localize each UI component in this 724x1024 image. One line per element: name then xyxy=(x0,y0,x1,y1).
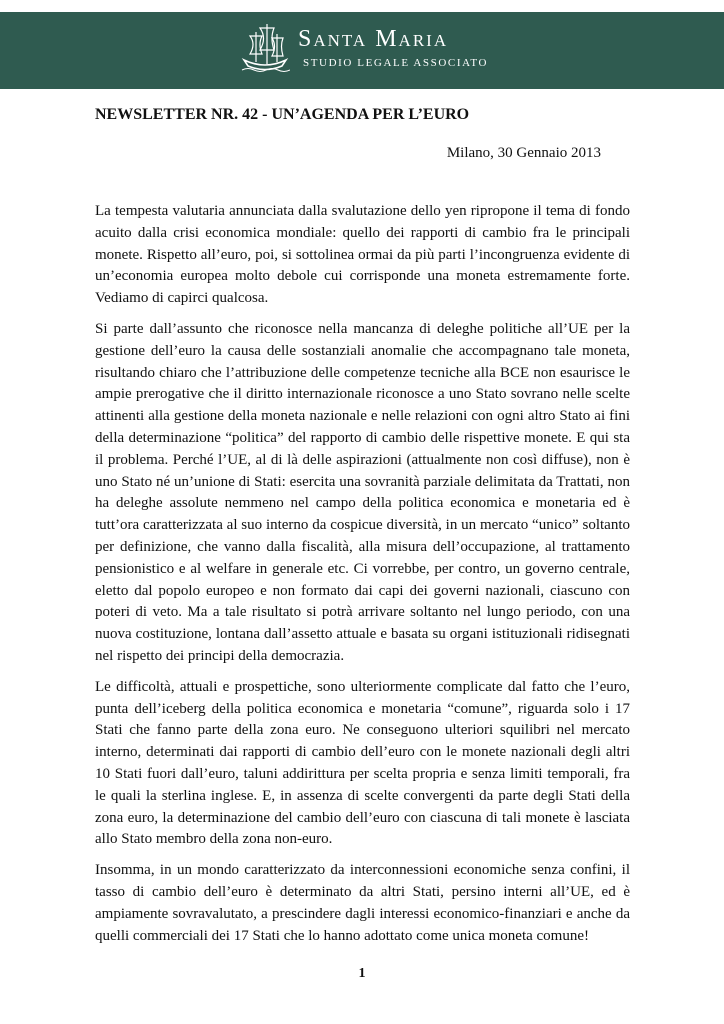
body-paragraph: La tempesta valutaria annunciata dalla svalutazione dello yen ripropone il tema di fondo acuito dalla crisi economica mondiale: quello dei rapporti di cambio fra le principali monete. Rispetto all’euro, poi, si sottolinea ormai da più parti l’incongruenza evidente di un’economia europea molto debole cui corrisponde una moneta estremamente forte. Vediamo di capirci qualcosa. xyxy=(95,203,630,307)
letterhead-band xyxy=(0,12,724,89)
ship-icon xyxy=(240,20,290,76)
document-date: Milano, 30 Gennaio 2013 xyxy=(446,145,601,161)
newsletter-body xyxy=(95,201,630,956)
body-paragraph: Insomma, in un mondo caratterizzato da interconnessioni economiche senza confini, il tasso di cambio dell’euro è determinato da altri Stati, persino interni all’UE, ed è ampiamente sovravalutato, a prescindere dagli interessi economico-finanziari e anche da quelli commerciali dei 17 Stati che lo hanno adottato come unica moneta comune! xyxy=(95,862,630,944)
body-paragraph: Le difficoltà, attuali e prospettiche, sono ulteriormente complicate dal fatto che l’euro, punta dell’iceberg della politica economica e monetaria “comune”, riguarda solo i 17 Stati che fanno parte della zona euro. Ne conseguono ulteriori squilibri nel mercato interno, determinati dai rapporti di cambio dell’euro con le monete nazionali degli altri 10 Stati fuori dall’euro, taluni addirittura per scelta propria e senza limiti temporali, fra le quali la sterlina inglese. E, in assenza di scelte convergenti da parte degli Stati della zona euro, la determinazione del cambio dell’euro con ciascuna di tali monete è lasciata allo Stato membro della zona non-euro. xyxy=(95,678,630,848)
brand-name: Santa Maria xyxy=(298,26,449,52)
newsletter-title: NEWSLETTER NR. 42 - UN’AGENDA PER L’EURO xyxy=(95,106,470,123)
page-number: 1 xyxy=(358,966,366,981)
body-paragraph: Si parte dall’assunto che riconosce nella mancanza di deleghe politiche all’UE per la gestione dell’euro la causa delle sostanziali anomalie che accompagnano tale moneta, risultando chiaro che l’attribuzione delle competenze tecniche alla BCE non esaurisce le ampie prerogative che il diritto internazionale riconosce a uno Stato sovrano nelle scelte attinenti alla gestione della moneta nazionale e nelle relazioni con ogni altro Stato ai fini della determinazione “politica” del rapporto di cambio delle rispettive monete. E qui sta il problema. Perché l’UE, al di là delle aspirazioni (attualmente non così diffuse), non è uno Stato né un’unione di Stati: esercita una sovranità parziale delimitata da Trattati, non ha deleghe assolute nemmeno nel campo della politica economica e monetaria ed è tutt’ora caratterizzata al suo interno da cospicue diversità, in un mercato “unico” soltanto per definizione, che vanno dalla fiscalità, alla misura dell’occupazione, al trattamento pensionistico e al welfare in generale etc. Ci vorrebbe, per contro, un governo centrale, eletto dal popolo europeo e non formato dai capi dei governi nazionali, ciascuno con poteri di veto. Ma a tale risultato si potrà arrivare soltanto nel lungo periodo, con una nuova costituzione, lontana dall’assetto attuale e basata su organi istituzionali ridisegnati nel rispetto dei principi della democrazia. xyxy=(95,320,630,664)
brand-subtitle: STUDIO LEGALE ASSOCIATO xyxy=(303,57,489,69)
